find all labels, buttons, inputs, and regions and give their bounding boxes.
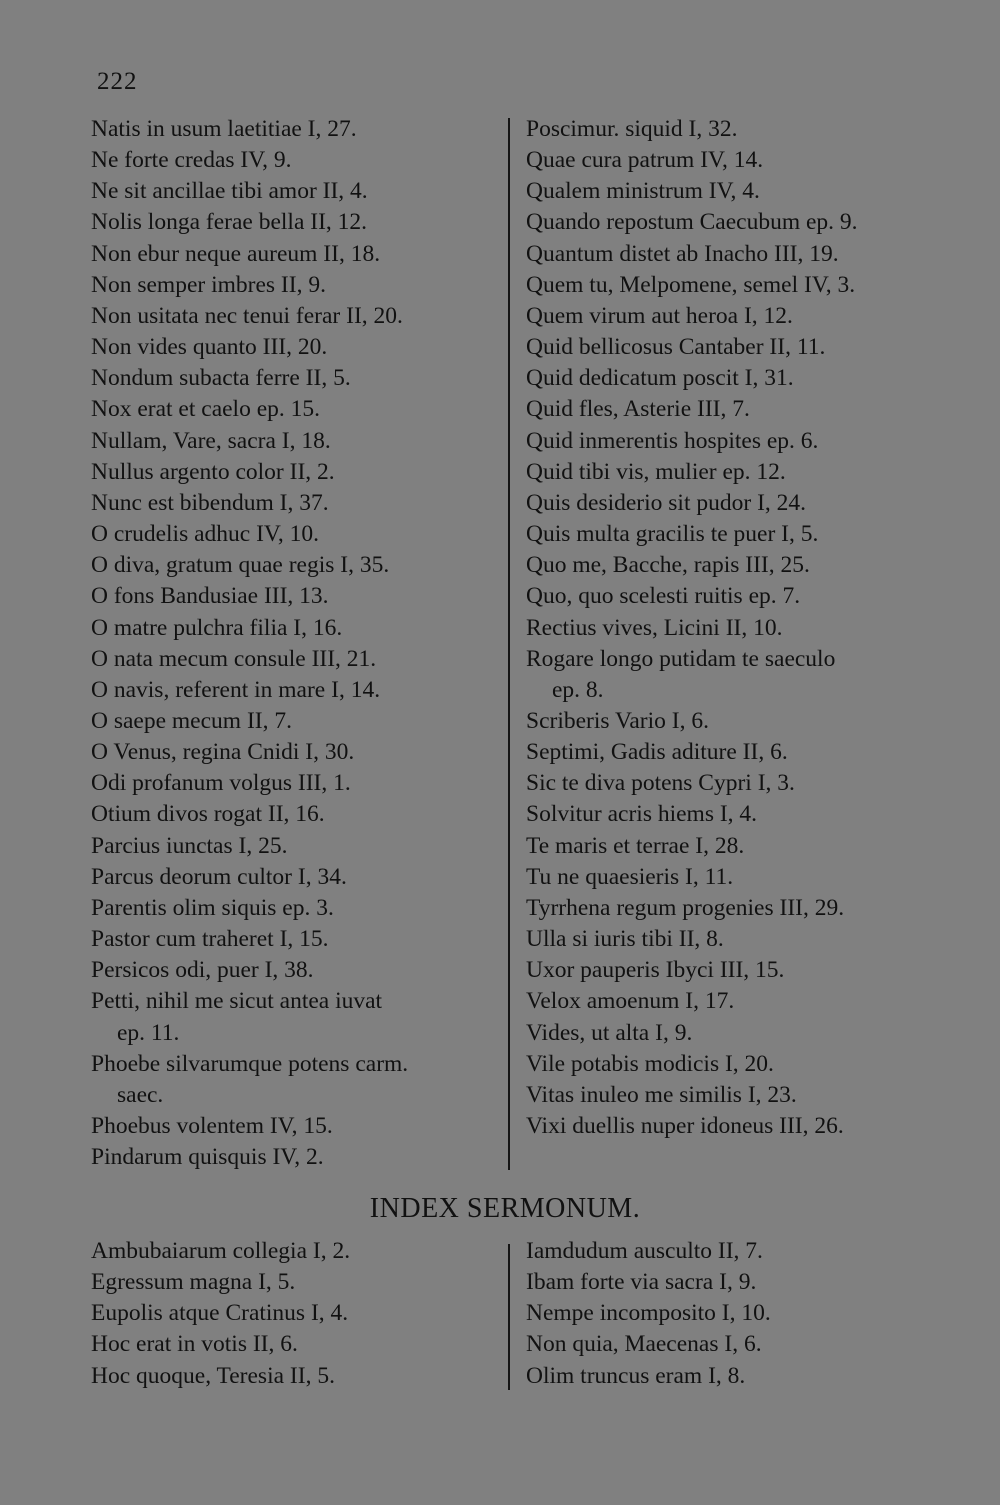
index-entry: Vides, ut alta I, 9. — [526, 1019, 693, 1046]
index-entry: Poscimur. siquid I, 32. — [526, 116, 738, 142]
index-entry: Pastor cum traheret I, 15. — [91, 926, 329, 953]
index-entry: Quid fles, Asterie III, 7. — [526, 396, 750, 423]
column-divider — [508, 118, 510, 1170]
index-entry: Otium divos rogat II, 16. — [91, 801, 325, 828]
index-entry-continuation: ep. 11. — [117, 1019, 180, 1046]
index-entry: O crudelis adhuc IV, 10. — [91, 521, 319, 548]
index-entry: Hoc quoque, Teresia II, 5. — [91, 1362, 335, 1389]
index-entry: Parcius iunctas I, 25. — [91, 832, 288, 859]
index-entry: O matre pulchra filia I, 16. — [91, 614, 343, 641]
index-entry: Rectius vives, Licini II, 10. — [526, 614, 783, 641]
index-entry: Vixi duellis nuper idoneus III, 26. — [526, 1113, 844, 1139]
index-entry: Nunc est bibendum I, 37. — [91, 489, 329, 516]
index-entry: Iamdudum ausculto II, 7. — [526, 1238, 763, 1264]
index-entry: Non quia, Maecenas I, 6. — [526, 1331, 762, 1358]
index-entry: Eupolis atque Cratinus I, 4. — [91, 1300, 349, 1327]
index-entry-continuation: ep. 8. — [552, 676, 604, 703]
index-entry: Rogare longo putidam te saeculo — [526, 645, 836, 672]
index-carminum-right-column — [526, 114, 858, 1142]
index-entry: Sic te diva potens Cypri I, 3. — [526, 770, 795, 797]
index-entry: Non vides quanto III, 20. — [91, 334, 328, 361]
index-entry: Hoc erat in votis II, 6. — [91, 1331, 298, 1358]
index-entry: Nolis longa ferae bella II, 12. — [91, 209, 368, 236]
index-entry: Non ebur neque aureum II, 18. — [91, 240, 381, 267]
index-entry: Ulla si iuris tibi II, 8. — [526, 926, 724, 953]
index-entry: Te maris et terrae I, 28. — [526, 832, 745, 859]
index-entry: Quem tu, Melpomene, semel IV, 3. — [526, 271, 856, 298]
index-entry: Odi profanum volgus III, 1. — [91, 770, 351, 797]
index-entry: Olim truncus eram I, 8. — [526, 1362, 746, 1389]
index-entry: Egressum magna I, 5. — [91, 1269, 296, 1296]
index-entry: Ne forte credas IV, 9. — [91, 147, 292, 174]
index-entry: Quem virum aut heroa I, 12. — [526, 302, 793, 329]
index-entry: O diva, gratum quae regis I, 35. — [91, 552, 390, 579]
index-entry: O Venus, regina Cnidi I, 30. — [91, 739, 355, 766]
index-entry: Nullus argento color II, 2. — [91, 458, 335, 485]
index-entry: Quid inmerentis hospites ep. 6. — [526, 427, 819, 454]
index-entry: Vitas inuleo me similis I, 23. — [526, 1081, 797, 1108]
index-entry: Petti, nihil me sicut antea iuvat — [91, 988, 383, 1015]
index-entry: Non usitata nec tenui ferar II, 20. — [91, 302, 403, 329]
index-sermonum-left-column — [91, 1236, 350, 1392]
index-entry: Persicos odi, puer I, 38. — [91, 957, 314, 984]
index-entry: Phoebus volentem IV, 15. — [91, 1113, 333, 1139]
index-entry: Tu ne quaesieris I, 11. — [526, 863, 734, 890]
index-entry: O navis, referent in mare I, 14. — [91, 676, 381, 703]
index-entry: Quid dedicatum poscit I, 31. — [526, 365, 794, 392]
index-entry: Velox amoenum I, 17. — [526, 988, 735, 1015]
index-entry: O nata mecum consule III, 21. — [91, 645, 377, 672]
index-entry: Tyrrhena regum progenies III, 29. — [526, 894, 845, 921]
index-entry: Scriberis Vario I, 6. — [526, 707, 709, 734]
index-entry: Ibam forte via sacra I, 9. — [526, 1269, 757, 1296]
index-sermonum-right-column — [526, 1236, 771, 1392]
index-entry: Septimi, Gadis aditure II, 6. — [526, 739, 788, 766]
index-entry: Quid tibi vis, mulier ep. 12. — [526, 458, 786, 485]
index-entry: Quae cura patrum IV, 14. — [526, 147, 764, 174]
column-divider — [508, 1244, 510, 1390]
index-carminum-left-column — [91, 114, 408, 1173]
index-entry: Qualem ministrum IV, 4. — [526, 178, 760, 205]
index-entry: Nox erat et caelo ep. 15. — [91, 396, 321, 423]
index-entry: Quo me, Bacche, rapis III, 25. — [526, 552, 810, 579]
index-entry: Nondum subacta ferre II, 5. — [91, 365, 351, 392]
index-entry: Ambubaiarum collegia I, 2. — [91, 1238, 351, 1264]
page-number: 222 — [97, 68, 138, 95]
index-entry: Pindarum quisquis IV, 2. — [91, 1144, 324, 1171]
index-entry: Parentis olim siquis ep. 3. — [91, 894, 334, 921]
index-entry-continuation: saec. — [117, 1081, 164, 1108]
index-entry: Solvitur acris hiems I, 4. — [526, 801, 758, 828]
index-entry: O saepe mecum II, 7. — [91, 707, 292, 734]
index-entry: Nullam, Vare, sacra I, 18. — [91, 427, 331, 454]
index-entry: Nempe incomposito I, 10. — [526, 1300, 771, 1327]
index-entry: Ne sit ancillae tibi amor II, 4. — [91, 178, 368, 205]
index-entry: Parcus deorum cultor I, 34. — [91, 863, 347, 890]
index-entry: Quantum distet ab Inacho III, 19. — [526, 240, 839, 267]
index-entry: Quo, quo scelesti ruitis ep. 7. — [526, 583, 801, 610]
index-entry: Phoebe silvarumque potens carm. — [91, 1050, 409, 1077]
index-sermonum-heading: INDEX SERMONUM. — [369, 1193, 641, 1224]
index-entry: Vile potabis modicis I, 20. — [526, 1050, 774, 1077]
index-entry: Quis multa gracilis te puer I, 5. — [526, 521, 819, 548]
index-entry: O fons Bandusiae III, 13. — [91, 583, 329, 610]
index-entry: Natis in usum laetitiae I, 27. — [91, 116, 357, 142]
index-entry: Uxor pauperis Ibyci III, 15. — [526, 957, 785, 984]
index-entry: Non semper imbres II, 9. — [91, 271, 326, 298]
index-entry: Quid bellicosus Cantaber II, 11. — [526, 334, 826, 361]
index-entry: Quis desiderio sit pudor I, 24. — [526, 489, 807, 516]
index-entry: Quando repostum Caecubum ep. 9. — [526, 209, 858, 236]
